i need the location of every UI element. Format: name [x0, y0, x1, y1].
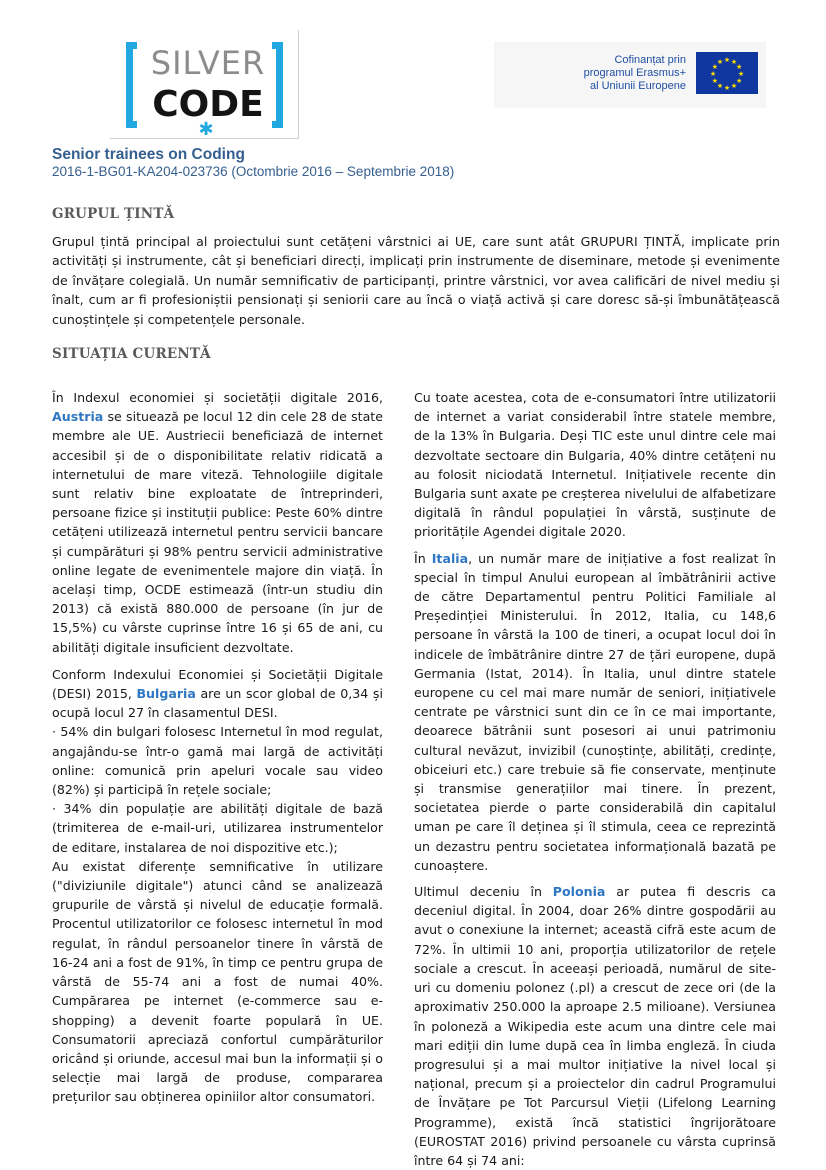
bulgaria-keyword: Bulgaria [136, 686, 196, 702]
erasmus-line-3: al Uniunii Europene [589, 80, 686, 92]
target-group-heading: GRUPUL ȚINTĂ [52, 206, 175, 222]
bulgaria-bullet-1: · 54% din bulgari folosesc Internetul în mod regulat, angajându-se într-o gamă mai largă de activități online: comunică prin apeluri vocale sau video (82%) și participă în rețele sociale; [52, 724, 383, 798]
logo-left-bracket [126, 42, 137, 128]
right-column [414, 388, 776, 1170]
erasmus-line-1: Cofinanțat prin [614, 54, 686, 66]
logo-right-bracket [272, 42, 283, 128]
bulgaria-rest: Au existat diferențe semnificative în utilizare ("diviziunile digitale") atunci când se analizează grupurile de vârstă și nivelul de educație formală. Procentul utilizatorilor ce folosesc internetul în mod regulat, în rândul persoanelor tinere în vârstă de 16-24 ani a fost de 91%, în timp ce pentru grupa de vârstă de 55-74 ani a fost de numai 40%. Cumpărarea pe internet (e-commerce sau e-shopping) a devenit foarte populară în UE. Consumatorii apreciază confortul cumpărăturilor oricând și oriunde, accesul mai bun la informații și o selecție mai largă de produse, compararea prețurilor sau obținerea opiniilor altor consumatori. [52, 858, 383, 1105]
erasmus-line-2: programul Erasmus+ [583, 67, 686, 79]
erasmus-cofunding-badge [494, 42, 766, 108]
logo-word-silver: SILVER [150, 44, 266, 82]
project-title: Senior trainees on Coding [52, 146, 245, 163]
bulgaria-text-after: are un scor global de 0,34 și ocupă locul 27 în clasamentul DESI. [52, 686, 383, 721]
target-group-paragraph: Grupul țintă principal al proiectului sunt cetățeni vârstnici ai UE, care sunt atât GRUPURI ȚINTĂ, implicate prin activități și instrumente, cât și beneficiari direcți, implicați prin instrumente de diseminare, metode și evenimente de învățare colegială. Un număr semnificativ de participanți, printre vârstnici, vor avea calificări de nivel mediu și înalt, cum ar fi profesioniștii pensionați și seniorii care au încă o viață activă și care doresc să-și îmbunătățească cunoștințele și competențele personale. [52, 234, 780, 327]
italy-text-after: , un număr mare de inițiative a fost realizat în special în timpul Anului european al îmbătrânirii active de către Departamentul pentru Politici Familiale al Președinției Ministerului. În 2012, Italia, cu 148,6 persoane în vârstă la 100 de tineri, a ocupat locul doi în indicele de îmbătrânire dintre 27 de țări europene, după Germania (Istat, 2014). În Italia, unul dintre statele europene cu cel mai mare număr de seniori, inițiativele centrate pe vârstnici sunt din ce în ce mai importante, deoarece bătrânii sunt posesori ai unui patrimoniu cultural nevăzut, invizibil (cunoștințe, abilități, credințe, obiceiuri etc.) care trebuie să fie conservate, menținute și transmise generațiilor mai tinere. În prezent, societatea pierde o parte considerabilă din capitalul uman pe care îl deținea și îl stimula, ceea ce reprezintă un dezastru pentru societatea informațională bazată pe cunoaștere. [414, 550, 776, 873]
svg-text:★: ★ [709, 70, 717, 78]
svg-text:★: ★ [723, 56, 731, 64]
project-code: 2016-1-BG01-KA204-023736 (Octombrie 2016 – Septembrie 2018) [52, 164, 455, 179]
italy-text-before: În [414, 550, 426, 566]
poland-keyword: Polonia [552, 884, 606, 900]
erasmus-text [514, 54, 686, 93]
austria-text-after: se situează pe locul 12 din cele 28 de state membre ale UE. Austriecii beneficiază de internet accesibil și de o disponibilitate relativ ridicată a internetului de mare viteză. Tehnologiile digitale sunt relativ bine exploatate de întreprinderi, persoane fizice și instituții publice: Peste 60% dintre cetățeni utilizează internetul pentru servicii bancare și cumpărături și 98% pentru servicii administrative online legate de evenimentele majore din viață. În același timp, OCDE estimează (într-un studiu din 2013) că există 880.000 de persoane (în jur de 15,5%) cu vârste cuprinse între 16 și 65 de ani, cu abilități digitale insuficient dezvoltate. [52, 409, 383, 655]
left-column [52, 388, 383, 1107]
poland-text-before: Ultimul deceniu în [414, 884, 542, 900]
silver-code-logo [110, 30, 300, 140]
svg-text:★: ★ [711, 77, 719, 85]
logo-word-code: CODE [152, 84, 264, 125]
asterisk-icon: ✱ [198, 119, 214, 140]
svg-text:★: ★ [723, 84, 731, 92]
current-situation-heading: SITUAȚIA CURENTĂ [52, 346, 211, 362]
bulgaria-bullet-2: · 34% din populație are abilități digitale de bază (trimiterea de e-mail-uri, utilizarea instrumentelor de editare, instalarea de noi dispozitive etc.); [52, 801, 383, 855]
svg-text:★: ★ [716, 82, 724, 91]
svg-text:★: ★ [716, 57, 724, 66]
italy-paragraph [414, 549, 776, 875]
austria-paragraph [52, 388, 383, 657]
svg-text:★: ★ [730, 57, 738, 66]
austria-keyword: Austria [52, 409, 104, 425]
svg-text:★: ★ [730, 82, 738, 91]
svg-text:★: ★ [735, 77, 743, 85]
target-group-section [52, 232, 780, 329]
svg-text:★: ★ [735, 63, 743, 71]
bulgaria-paragraph [52, 665, 383, 1107]
austria-text-before: În Indexul economiei și societății digitale 2016, [52, 390, 383, 405]
eu-stars-icon [696, 52, 758, 94]
svg-text:★: ★ [711, 63, 719, 71]
bulgaria-text-before: Conform Indexului Economiei și Societății Digitale (DESI) 2015, [52, 666, 383, 702]
e-consumers-paragraph: Cu toate acestea, cota de e-consumatori între utilizatorii de internet a variat considerabil între statele membre, de la 13% în Bulgaria. Deși TIC este unul dintre cele mai dezvoltate sectoare din Bulgaria, 40% dintre cetățeni nu au folosit niciodată Internetul. Inițiativele recente din Bulgaria sunt axate pe creșterea nivelului de alfabetizare digitală în rândul populației în vârstă, susținute de prioritățile Agendei digitale 2020. [414, 390, 776, 540]
eu-flag-icon [696, 52, 758, 94]
poland-text-after: ar putea fi descris ca deceniul digital. În 2004, doar 26% dintre gospodării au avut o conexiune la internet; această cifră este acum de 72%. În ultimii 10 ani, proporția utilizatorilor de rețele sociale a crescut. În aceeași perioadă, numărul de site-uri cu domeniu polonez (.pl) a crescut de zece ori (de la aproximativ 250.000 la aproape 2.5 milioane). Versiunea în poloneză a Wikipedia este acum una dintre cele mai mari ediții din lume după cea în limba engleză. În ciuda progresului și a mai multor inițiative la nivel local și național, precum și a proiectelor din cadrul Programului de Învățare pe Tot Parcursul Vieții (Lifelong Learning Programme), există încă statistici îngrijorătoare (EUROSTAT 2016) privind persoanele cu vârsta cuprinsă între 64 și 74 ani: [414, 884, 776, 1168]
italy-keyword: Italia [431, 550, 469, 566]
svg-text:★: ★ [737, 70, 745, 78]
poland-paragraph [414, 882, 776, 1170]
